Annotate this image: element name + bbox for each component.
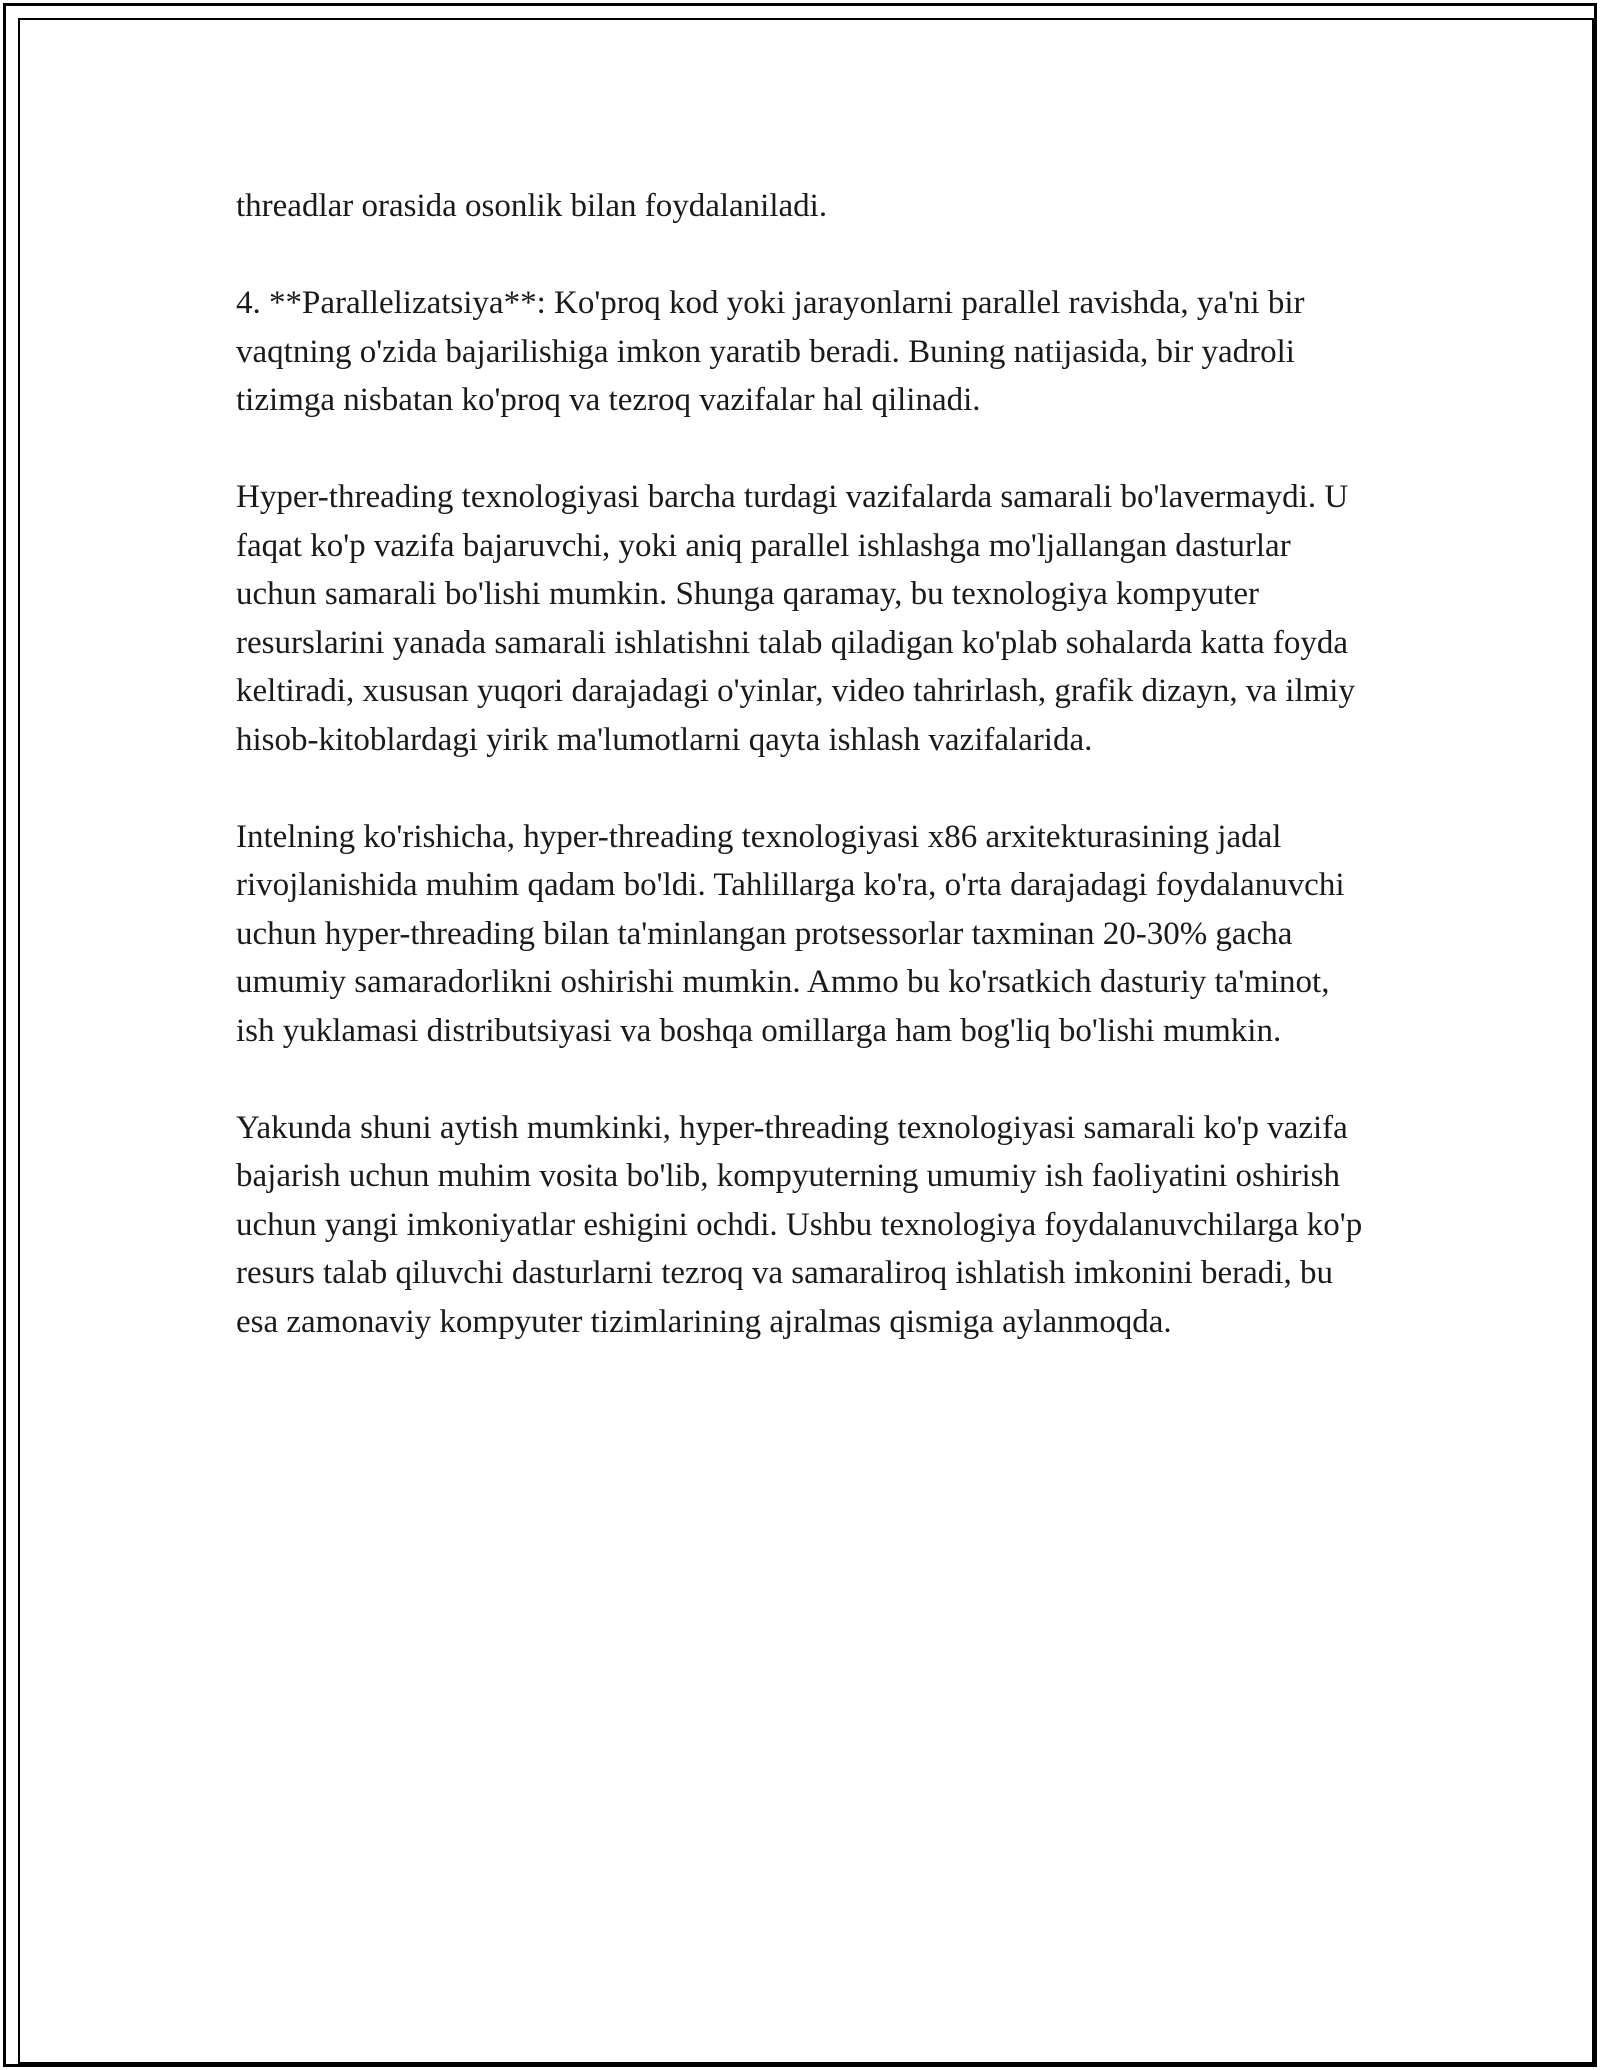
paragraph-hyperthreading-efficiency: Hyper-threading texnologiyasi barcha turdagi vazifalarda samarali bo'lavermaydi. U faqat ko'p vazifa bajaruvchi, yoki aniq parallel ishlashga mo'ljallangan dasturlar uchun samarali bo'lishi mumkin. Shunga qaramay, bu texnologiya kompyuter resurslarini yanada samarali ishlatishni talab qiladigan ko'plab sohalarda katta foyda keltiradi, xususan yuqori darajadagi o'yinlar, video tahrirlash, grafik dizayn, va ilmiy hisob-kitoblardagi yirik ma'lumotlarni qayta ishlash vazifalarida. (236, 479, 1355, 758)
paragraph-continuation: threadlar orasida osonlik bilan foydalaniladi. (236, 188, 828, 224)
document-body (236, 182, 1366, 1395)
paragraph-intel-assessment: Intelning ko'rishicha, hyper-threading texnologiyasi x86 arxitekturasining jadal rivojlanishida muhim qadam bo'ldi. Tahlillarga ko'ra, o'rta darajadagi foydalanuvchi uchun hyper-threading bilan ta'minlangan protsessorlar taxminan 20-30% gacha umumiy samaradorlikni oshirishi mumkin. Ammo bu ko'rsatkich dasturiy ta'minot, ish yuklamasi distributsiyasi va boshqa omillarga ham bog'liq bo'lishi mumkin. (236, 818, 1345, 1049)
paragraph-parallelization: 4. **Parallelizatsiya**: Ko'proq kod yoki jarayonlarni parallel ravishda, ya'ni bir vaqtning o'zida bajarilishiga imkon yaratib beradi. Buning natijasida, bir yadroli tizimga nisbatan ko'proq va tezroq vazifalar hal qilinadi. (236, 285, 1305, 418)
paragraph-conclusion: Yakunda shuni aytish mumkinki, hyper-threading texnologiyasi samarali ko'p vazifa bajarish uchun muhim vosita bo'lib, kompyuterning umumiy ish faoliyatini oshirish uchun yangi imkoniyatlar eshigini ochdi. Ushbu texnologiya foydalanuvchilarga ko'p resurs talab qiluvchi dasturlarni tezroq va samaraliroq ishlatish imkonini beradi, bu esa zamonaviy kompyuter tizimlarining ajralmas qismiga aylanmoqda. (236, 1109, 1363, 1340)
